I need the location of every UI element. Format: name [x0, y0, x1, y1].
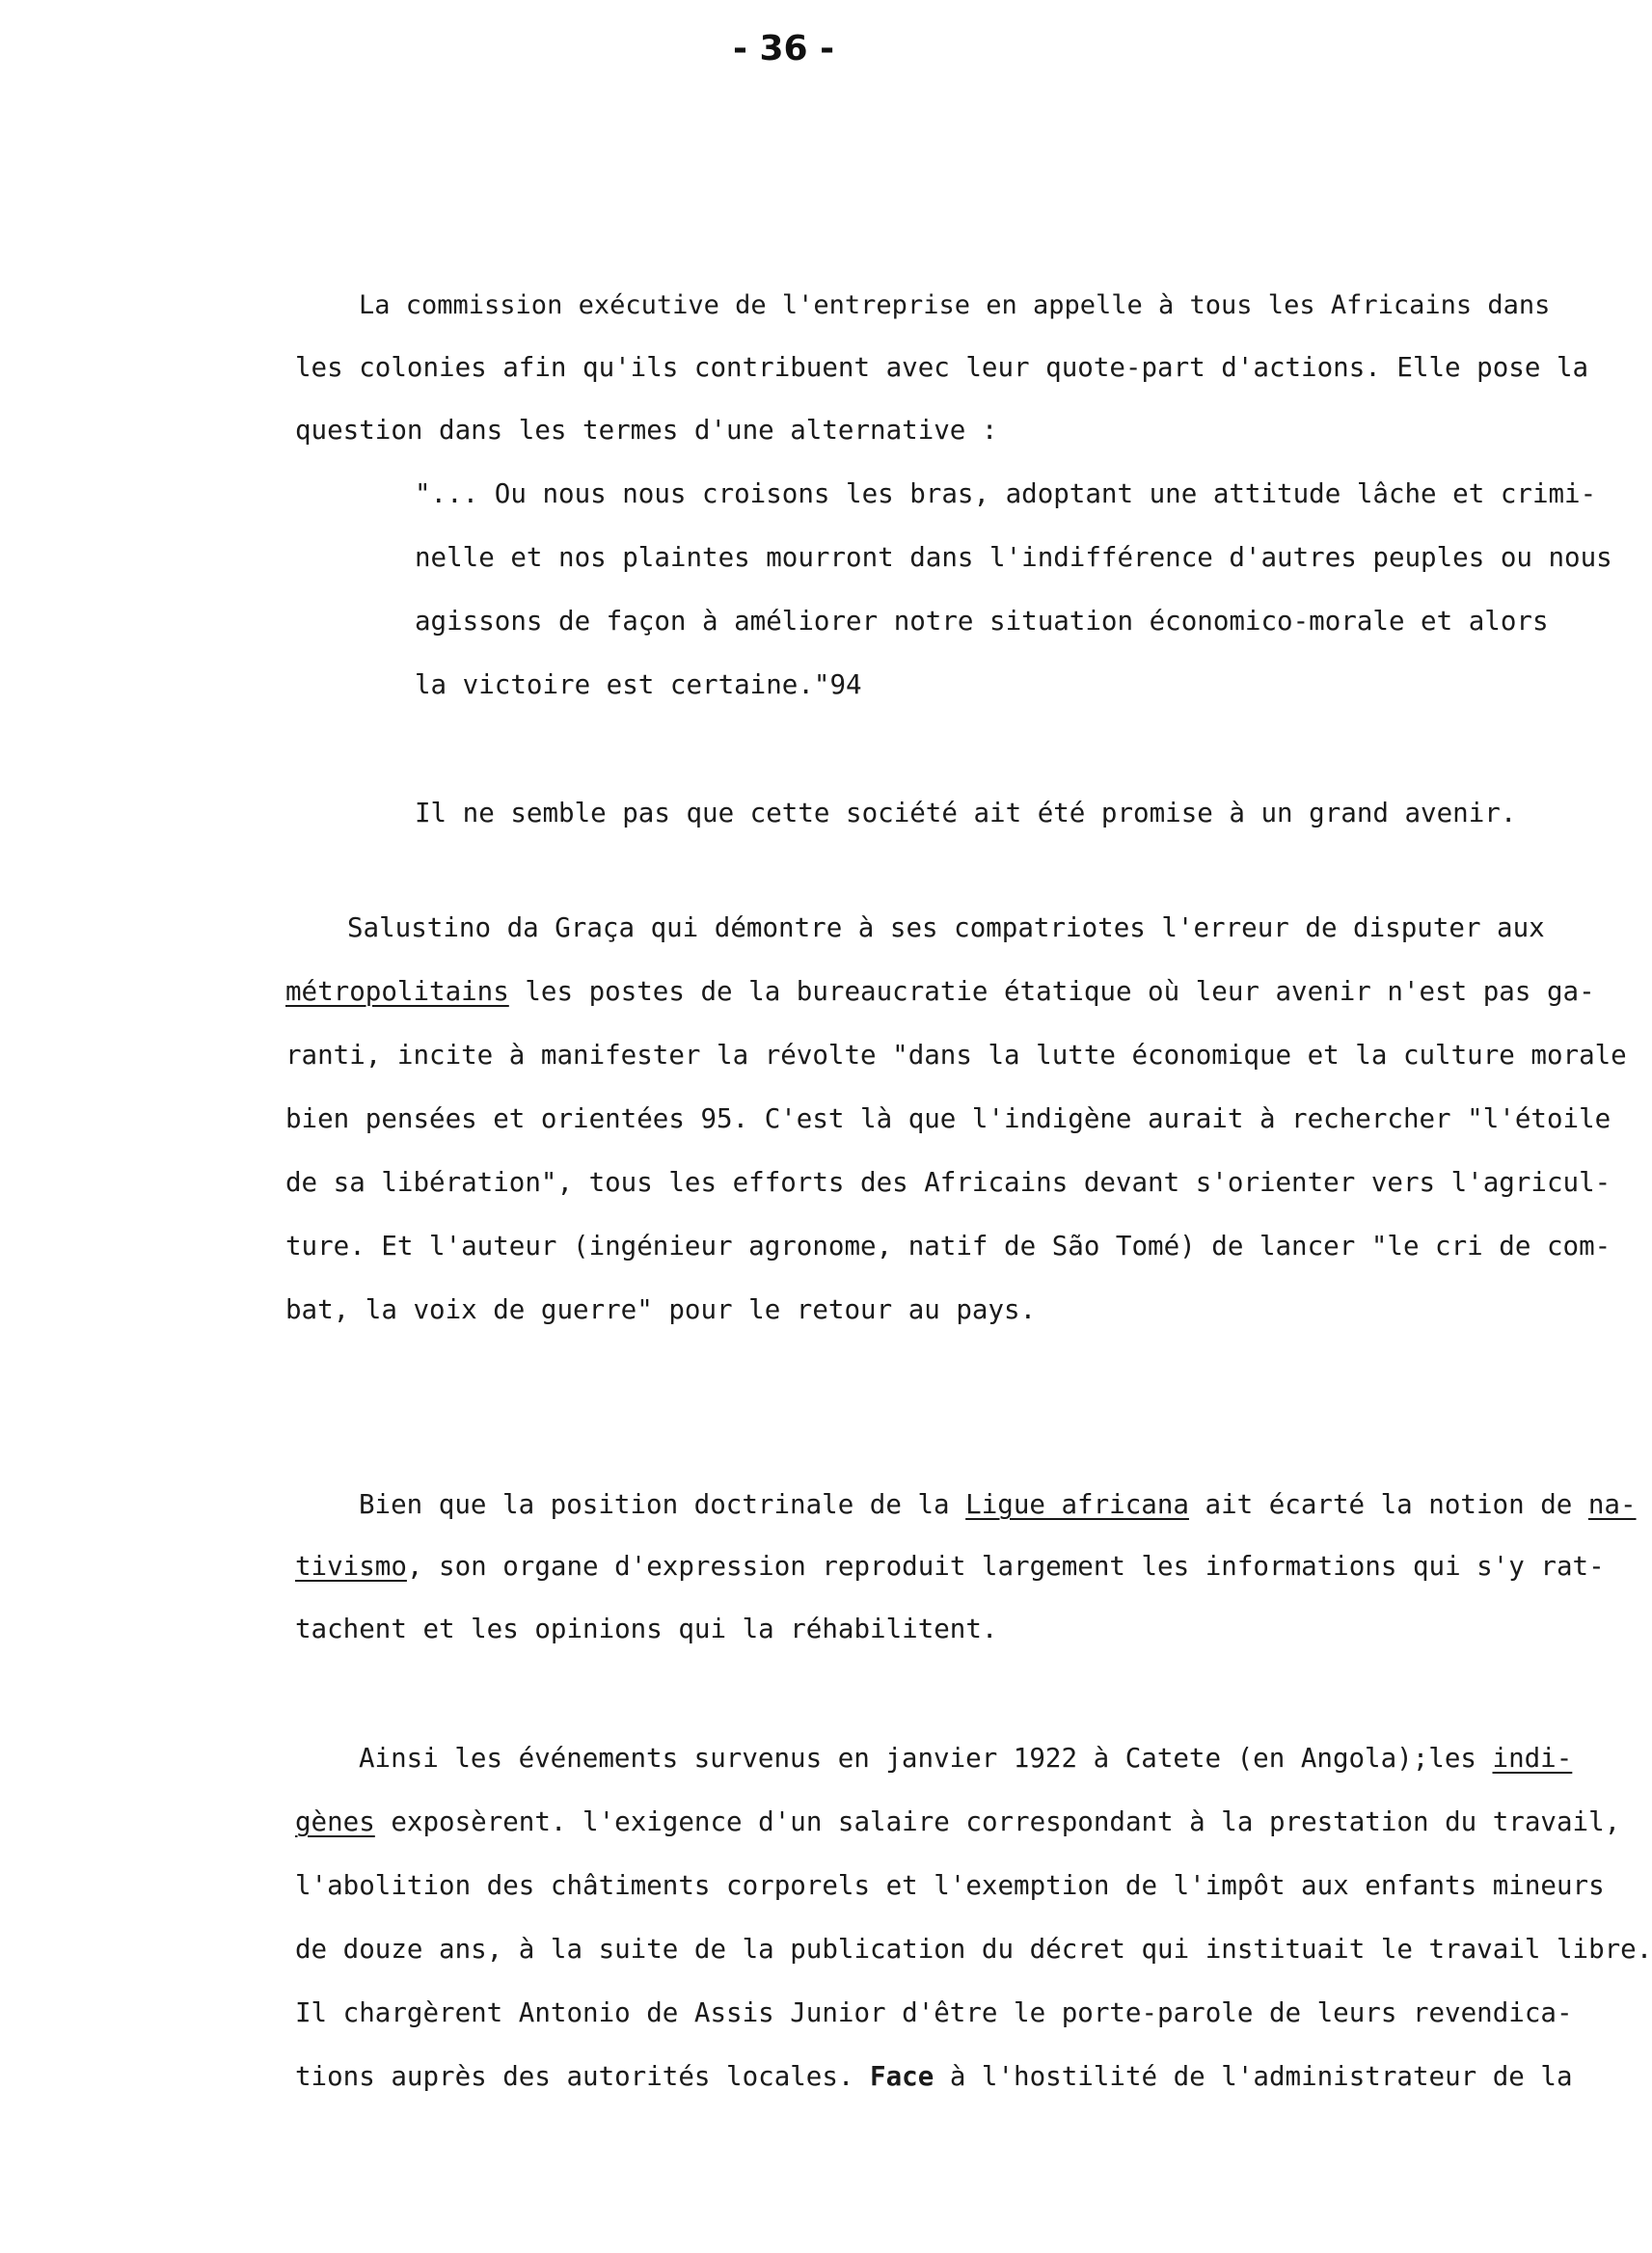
para3-line5: de sa libération", tous les efforts des Africains devant s'orienter vers l'agricul-: [285, 1167, 1611, 1198]
para4-line1-a: Bien que la position doctrinale de la: [359, 1489, 966, 1520]
para2-line1: Il ne semble pas que cette société ait été promise à un grand avenir.: [415, 798, 1517, 828]
para5-line2-rest: exposèrent. l'exigence d'un salaire correspondant à la prestation du travail,: [374, 1806, 1621, 1837]
para3-line6: ture. Et l'auteur (ingénieur agronome, natif de São Tomé) de lancer "le cri de com-: [285, 1231, 1611, 1262]
para5-line6: [295, 2060, 1573, 2093]
para3-line4: bien pensées et orientées 95. C'est là que l'indigène aurait à rechercher "l'étoile: [285, 1103, 1611, 1134]
para3-line2: [285, 975, 1595, 1008]
para5-line1: [359, 1742, 1572, 1775]
quote-line4: la victoire est certaine."94: [415, 669, 862, 700]
underlined-metropolitains: métropolitains: [285, 976, 509, 1007]
para3-line1: Salustino da Graça qui démontre à ses compatriotes l'erreur de disputer aux: [347, 912, 1545, 943]
bold-face: Face: [870, 2061, 934, 2092]
page-number: - 36 -: [733, 29, 835, 68]
para4-line3: tachent et les opinions qui la réhabilitent.: [295, 1614, 998, 1644]
underlined-genes: gènes: [295, 1806, 375, 1837]
para5-line6-a: tions auprès des autorités locales.: [295, 2061, 871, 2092]
underlined-na: na-: [1587, 1489, 1637, 1520]
underlined-indi: indi-: [1492, 1743, 1573, 1774]
para5-line6-b: à l'hostilité de l'administrateur de la: [934, 2061, 1573, 2092]
para3-line3: ranti, incite à manifester la révolte "dans la lutte économique et la culture morale: [285, 1040, 1627, 1071]
para5-line5: Il chargèrent Antonio de Assis Junior d'être le porte-parole de leurs revendica-: [295, 1997, 1573, 2028]
underlined-tivismo: tivismo: [295, 1551, 407, 1582]
para1-line3: question dans les termes d'une alternative :: [295, 415, 998, 446]
para3-line2-rest: les postes de la bureaucratie étatique où leur avenir n'est pas ga-: [508, 976, 1595, 1007]
para5-line3: l'abolition des châtiments corporels et l'exemption de l'impôt aux enfants mineurs: [295, 1870, 1605, 1901]
para4-line1: [359, 1488, 1637, 1521]
para5-line4: de douze ans, à la suite de la publication du décret qui instituait le travail libre.: [295, 1934, 1652, 1965]
para5-line1-a: Ainsi les événements survenus en janvier 1922 à Catete (en Angola);les: [359, 1743, 1493, 1774]
para4-line2-rest: , son organe d'expression reproduit largement les informations qui s'y rat-: [406, 1551, 1605, 1582]
para4-line2: [295, 1550, 1605, 1583]
para1-line2: les colonies afin qu'ils contribuent avec leur quote-part d'actions. Elle pose la: [295, 352, 1589, 383]
underlined-ligue-africana: Ligue africana: [965, 1489, 1189, 1520]
para3-line7: bat, la voix de guerre" pour le retour au pays.: [285, 1294, 1037, 1325]
para5-line2: [295, 1805, 1620, 1838]
quote-line3: agissons de façon à améliorer notre situation économico-morale et alors: [415, 606, 1549, 637]
quote-line1: "... Ou nous nous croisons les bras, adoptant une attitude lâche et crimi-: [415, 478, 1597, 509]
quote-line2: nelle et nos plaintes mourront dans l'indifférence d'autres peuples ou nous: [415, 542, 1612, 573]
para4-line1-b: ait écarté la notion de: [1188, 1489, 1588, 1520]
para1-line1: La commission exécutive de l'entreprise en appelle à tous les Africains dans: [359, 290, 1551, 320]
